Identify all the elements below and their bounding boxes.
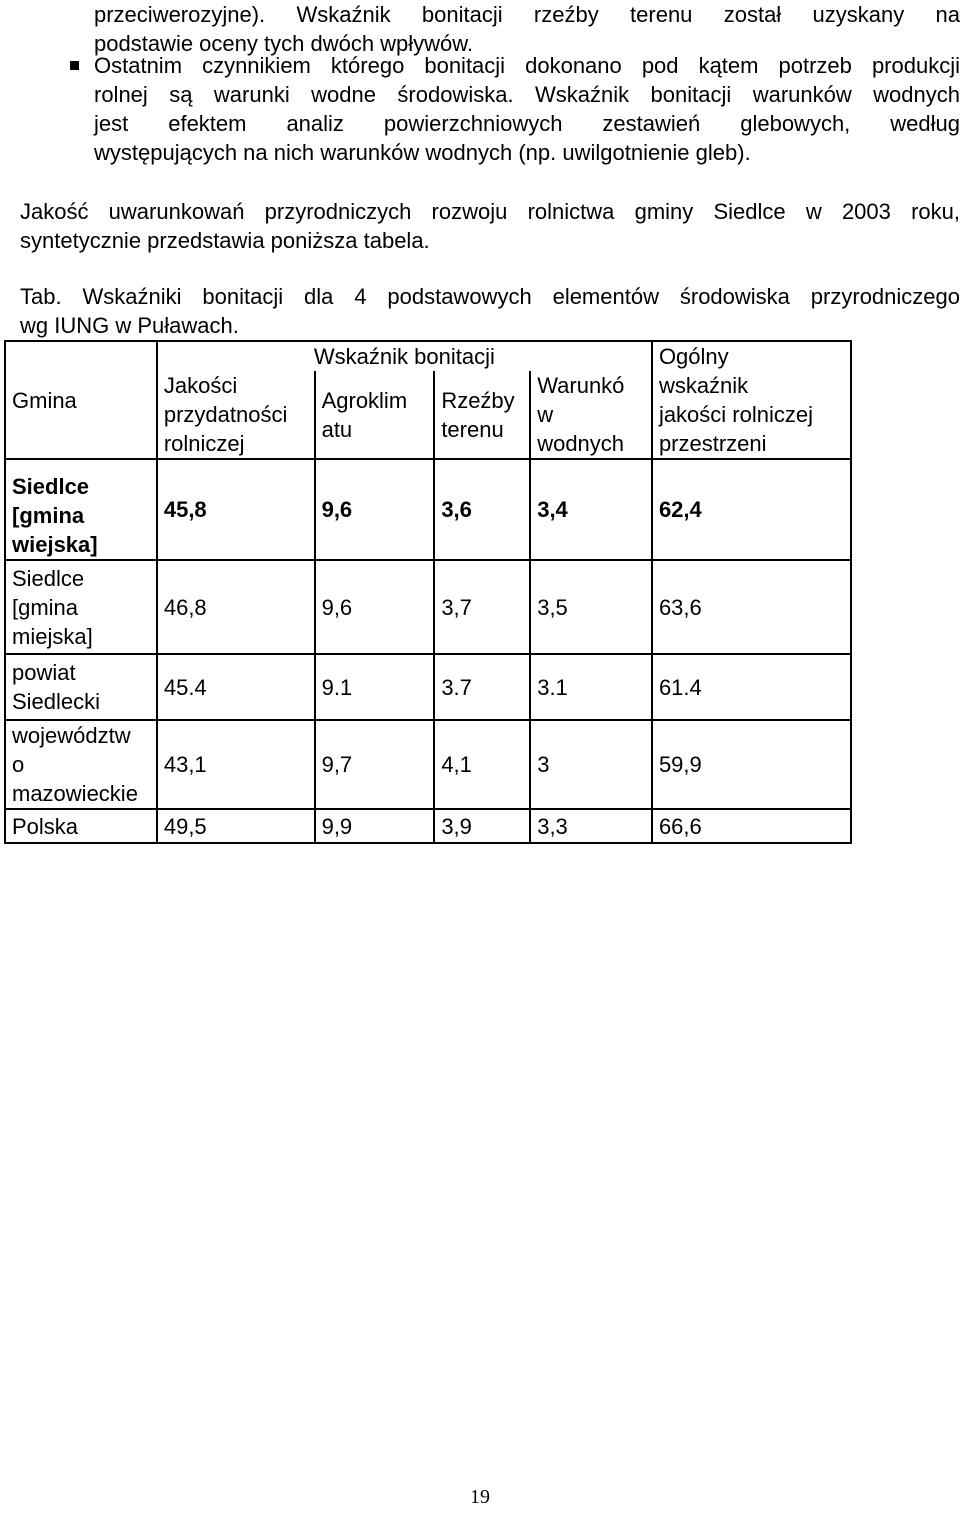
name-line: mazowieckie (12, 781, 138, 806)
value-agroclimate: 9.1 (315, 654, 435, 720)
value-water-conditions: 3 (530, 720, 652, 809)
header-line: Jakości (163, 373, 238, 398)
value-general-index: 59,9 (652, 720, 851, 809)
value-general-index: 63,6 (652, 560, 851, 654)
name-line: o (12, 752, 25, 777)
value-water-conditions: 3,5 (530, 560, 652, 654)
header-line: Rzeźby (441, 387, 515, 413)
text-line: rolnej są warunki wodne środowiska. Wskaźnik bonitacji warunków wodnych (94, 82, 960, 107)
row-name (5, 720, 157, 809)
value-water-conditions: 3,3 (530, 809, 652, 843)
header-agroclimate (315, 371, 435, 459)
row-name (5, 560, 157, 654)
name-line: województw (12, 723, 131, 748)
row-name (5, 654, 157, 720)
value-water-conditions: 3.1 (530, 654, 652, 720)
value-soil-quality: 46,8 (157, 560, 315, 654)
header-line: wodnych (537, 431, 625, 456)
text-line: występujących na nich warunków wodnych (np. uwilgotnienie gleb). (94, 140, 751, 165)
header-line: Warunkó (537, 373, 625, 398)
name-line: Siedlce (12, 565, 85, 591)
bullet-item (94, 51, 960, 167)
table-row (5, 560, 851, 654)
bullet-square-icon (70, 61, 79, 70)
paragraph-continuation (94, 0, 960, 58)
header-water-conditions (530, 371, 652, 459)
name-line: miejska] (12, 623, 93, 649)
text-line: Jakość uwarunkowań przyrodniczych rozwoju rolnictwa gminy Siedlce w 2003 roku, (20, 199, 960, 224)
text-line: Ostatnim czynnikiem którego bonitacji dokonano pod kątem potrzeb produkcji (94, 53, 960, 78)
header-line: w (537, 402, 554, 427)
header-line: terenu (441, 416, 504, 442)
value-soil-quality: 45,8 (157, 459, 315, 560)
text-line: jest efektem analiz powierzchniowych zestawień glebowych, według (94, 111, 960, 136)
name-line: Siedlecki (12, 689, 101, 714)
row-name (5, 459, 157, 560)
value-agroclimate: 9,7 (315, 720, 435, 809)
header-line: atu (321, 416, 353, 442)
name-line: [gmina (12, 594, 79, 620)
header-line: Agroklim (321, 387, 408, 413)
value-relief: 3.7 (434, 654, 530, 720)
text-line: Tab. Wskaźniki bonitacji dla 4 podstawowych elementów środowiska przyrodniczego (20, 284, 960, 309)
header-general-index (652, 341, 851, 459)
header-soil-quality (157, 371, 315, 459)
header-line: rolniczej (163, 431, 245, 456)
header-line: Ogólny (658, 344, 729, 369)
header-relief (434, 371, 530, 459)
header-line: wskaźnik (658, 373, 749, 398)
value-relief: 4,1 (434, 720, 530, 809)
value-water-conditions: 3,4 (530, 459, 652, 560)
value-soil-quality: 45.4 (157, 654, 315, 720)
header-gmina: Gmina (5, 341, 157, 459)
value-agroclimate: 9,9 (315, 809, 435, 843)
table-row (5, 459, 851, 560)
value-relief: 3,7 (434, 560, 530, 654)
name-line: wiejska] (12, 532, 98, 557)
value-soil-quality: 43,1 (157, 720, 315, 809)
value-relief: 3,6 (434, 459, 530, 560)
header-line: jakości rolniczej (658, 402, 813, 427)
page-number: 19 (470, 1486, 490, 1508)
text-line: wg IUNG w Puławach. (20, 313, 239, 338)
header-line: przestrzeni (658, 431, 767, 456)
bonitation-table (4, 340, 852, 844)
table-row (5, 720, 851, 809)
value-agroclimate: 9,6 (315, 560, 435, 654)
value-relief: 3,9 (434, 809, 530, 843)
intro-paragraph (20, 197, 960, 255)
name-line: [gmina (12, 503, 85, 528)
row-name (5, 809, 157, 843)
name-line: powiat (12, 660, 76, 685)
text-line: syntetycznie przedstawia poniższa tabela. (20, 228, 430, 253)
value-agroclimate: 9,6 (315, 459, 435, 560)
table-row (5, 654, 851, 720)
name-line: Siedlce (12, 474, 90, 499)
name-line: Polska (12, 813, 79, 839)
value-soil-quality: 49,5 (157, 809, 315, 843)
table-caption (20, 282, 960, 340)
value-general-index: 61.4 (652, 654, 851, 720)
text-line: przeciwerozyjne). Wskaźnik bonitacji rzeźby terenu został uzyskany na (94, 2, 960, 27)
value-general-index: 62,4 (652, 459, 851, 560)
table-row (5, 809, 851, 843)
text-line: podstawie oceny tych dwóch wpływów. (94, 31, 474, 56)
value-general-index: 66,6 (652, 809, 851, 843)
header-line: przydatności (163, 402, 288, 427)
header-bonitation-group: Wskaźnik bonitacji (157, 341, 652, 371)
